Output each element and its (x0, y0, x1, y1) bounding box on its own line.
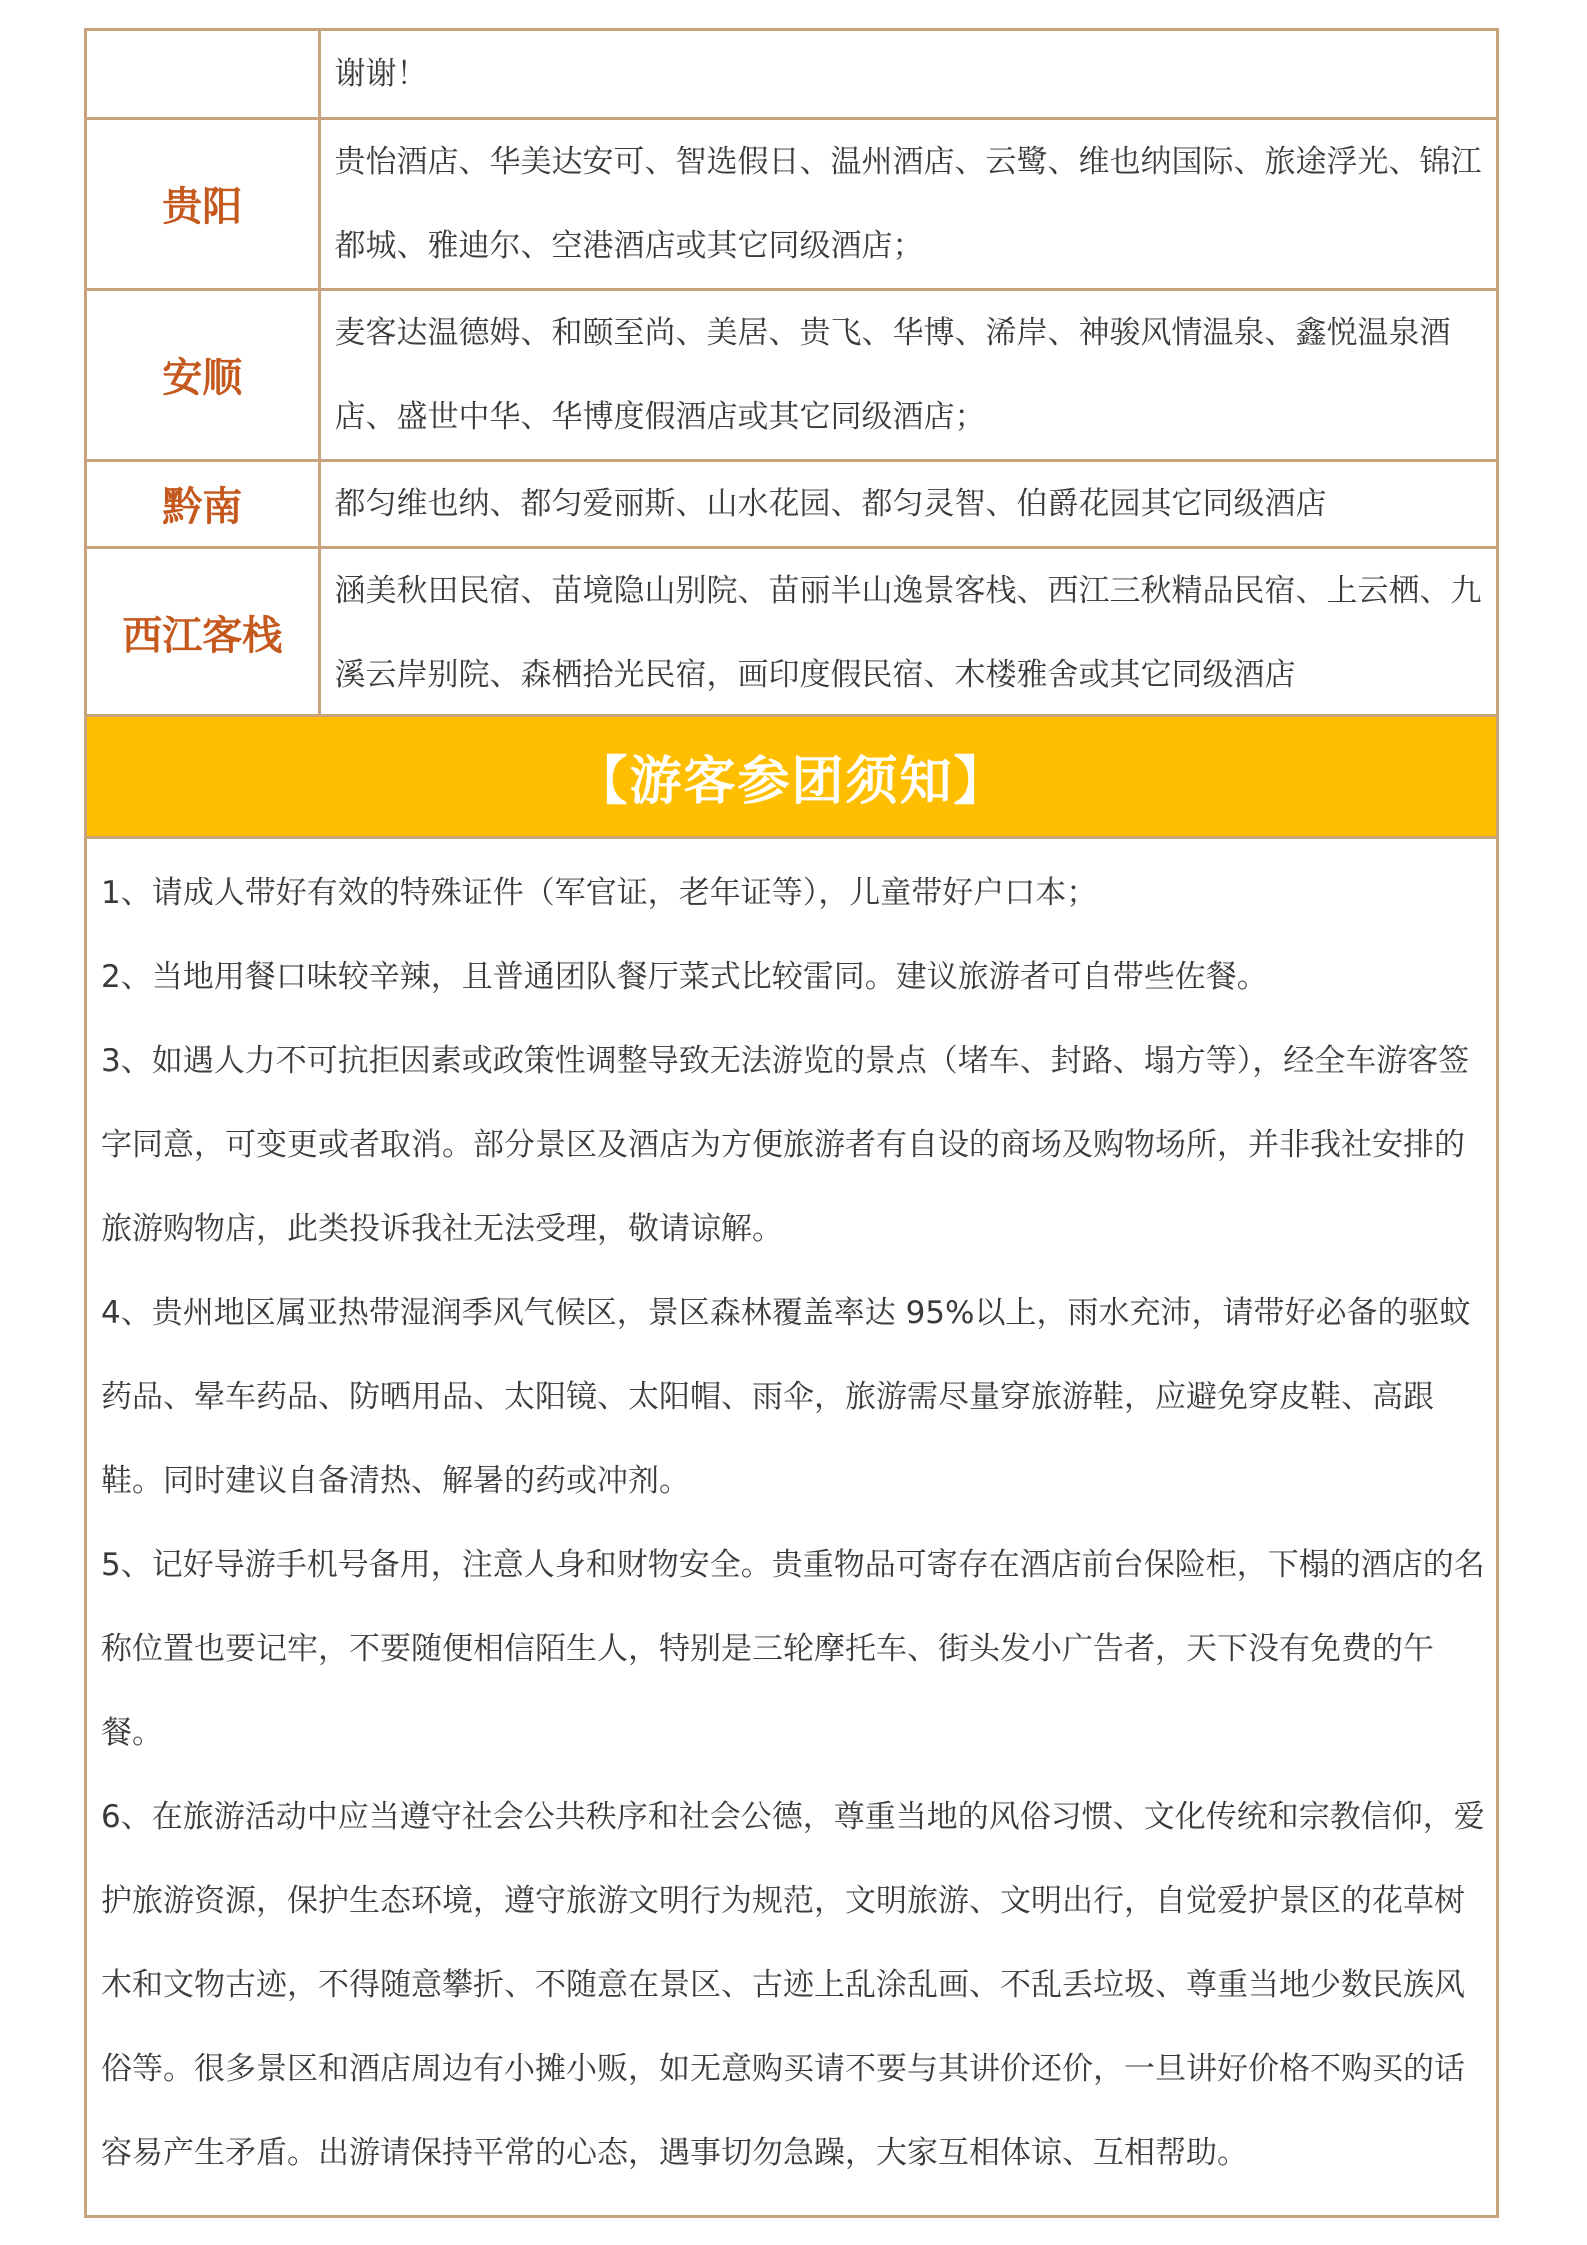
hotel-table (87, 31, 1496, 720)
hotel-list-cell: 麦客达温德姆、和颐至尚、美居、贵飞、华博、浠岸、神骏风情温泉、鑫悦温泉酒店、盛世中华、华博度假酒店或其它同级酒店； (319, 289, 1496, 460)
region-cell (87, 31, 319, 118)
hotel-list-cell: 谢谢！ (319, 31, 1496, 118)
document-frame (84, 28, 1499, 2218)
table-row (87, 460, 1496, 547)
table-row (87, 118, 1496, 289)
table-row (87, 31, 1496, 118)
notice-title: 【游客参团须知】 (575, 752, 1008, 812)
notice-item: 2、当地用餐口味较辛辣，且普通团队餐厅菜式比较雷同。建议旅游者可自带些佐餐。 (101, 959, 1268, 995)
region-cell: 黔南 (87, 460, 319, 547)
notice-item: 6、在旅游活动中应当遵守社会公共秩序和社会公德，尊重当地的风俗习惯、文化传统和宗教信仰，爱护旅游资源，保护生态环境，遵守旅游文明行为规范，文明旅游、文明出行，自觉爱护景区的花草树木和文物古迹，不得随意攀折、不随意在景区、古迹上乱涂乱画、不乱丢垃圾、尊重当地少数民族风俗等。很多景区和酒店周边有小摊小贩，如无意购买请不要与其讲价还价，一旦讲好价格不购买的话容易产生矛盾。出游请保持平常的心态，遇事切勿急躁，大家互相体谅、互相帮助。 (101, 1799, 1485, 2171)
table-row (87, 289, 1496, 460)
table-row (87, 547, 1496, 718)
region-cell: 西江客栈 (87, 547, 319, 718)
notice-body (101, 851, 1485, 2195)
hotel-list-cell: 贵怡酒店、华美达安可、智选假日、温州酒店、云鹭、维也纳国际、旅途浮光、锦江都城、雅迪尔、空港酒店或其它同级酒店； (319, 118, 1496, 289)
notice-item: 3、如遇人力不可抗拒因素或政策性调整导致无法游览的景点（堵车、封路、塌方等），经全车游客签字同意，可变更或者取消。部分景区及酒店为方便旅游者有自设的商场及购物场所，并非我社安排的旅游购物店，此类投诉我社无法受理，敬请谅解。 (101, 1043, 1470, 1247)
hotel-list-cell: 都匀维也纳、都匀爱丽斯、山水花园、都匀灵智、伯爵花园其它同级酒店 (319, 460, 1496, 547)
hotel-list-cell: 涵美秋田民宿、苗境隐山别院、苗丽半山逸景客栈、西江三秋精品民宿、上云栖、九溪云岸别院、森栖拾光民宿，画印度假民宿、木楼雅舍或其它同级酒店 (319, 547, 1496, 718)
region-cell: 安顺 (87, 289, 319, 460)
notice-item: 4、贵州地区属亚热带湿润季风气候区，景区森林覆盖率达 95%以上，雨水充沛，请带好必备的驱蚊药品、晕车药品、防晒用品、太阳镜、太阳帽、雨伞，旅游需尽量穿旅游鞋，应避免穿皮鞋、高跟鞋。同时建议自备清热、解暑的药或冲剂。 (101, 1295, 1471, 1499)
region-cell: 贵阳 (87, 118, 319, 289)
notice-item: 5、记好导游手机号备用，注意人身和财物安全。贵重物品可寄存在酒店前台保险柜，下榻的酒店的名称位置也要记牢，不要随便相信陌生人，特别是三轮摩托车、街头发小广告者，天下没有免费的午餐。 (101, 1547, 1485, 1751)
notice-item: 1、请成人带好有效的特殊证件（军官证，老年证等），儿童带好户口本； (101, 875, 1098, 911)
notice-header (87, 714, 1496, 839)
